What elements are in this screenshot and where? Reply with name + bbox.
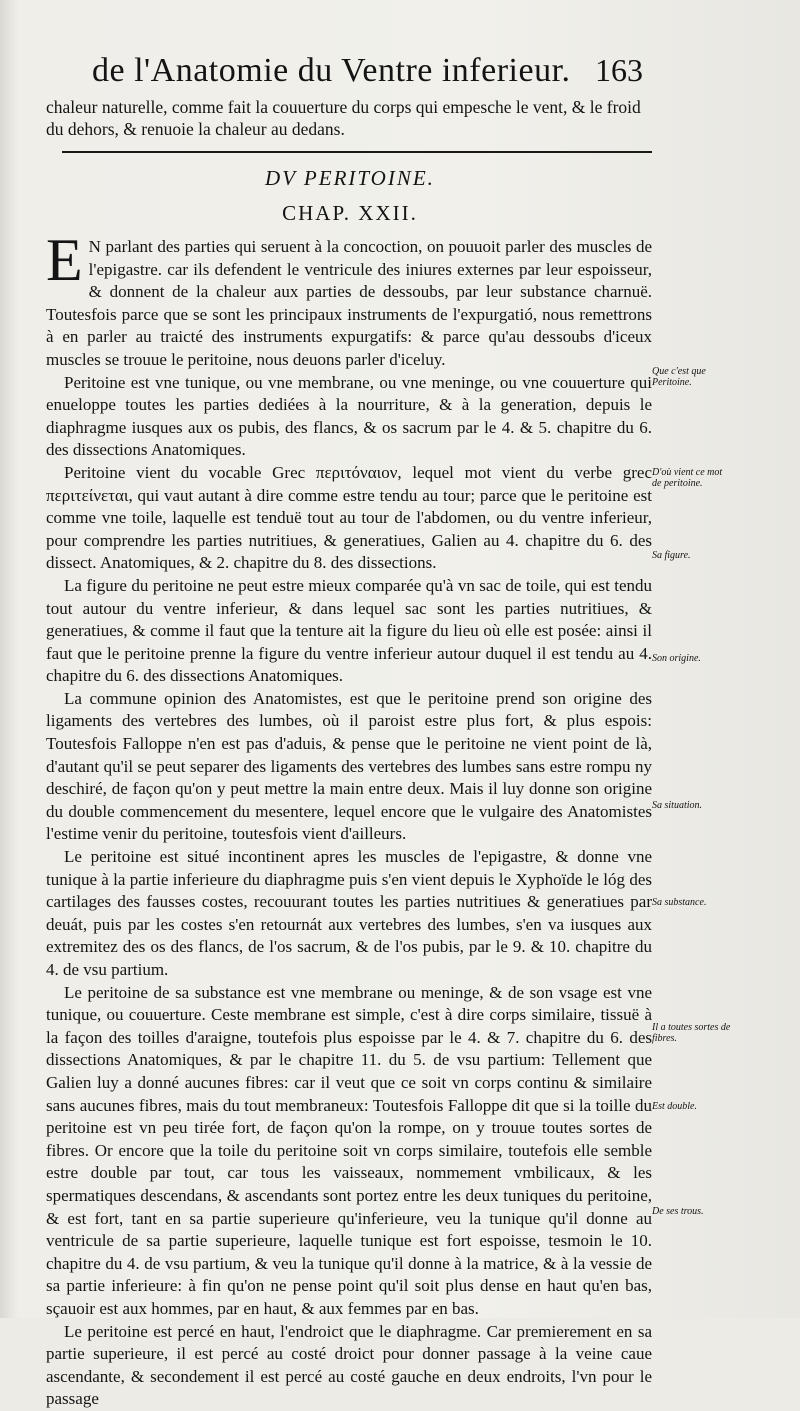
section-divider: [62, 151, 652, 153]
paragraph: Le peritoine est percé en haut, l'endroict que le diaphragme. Car premierement en sa partie superieure, il est percé au costé droict pour donner passage à la veine caue ascendante, & secondement il est percé au costé gauche en deux endroits, l'vn pour le passage: [46, 1321, 652, 1409]
paragraph: [46, 227, 652, 372]
margin-note: Que c'est que Peritoine.: [652, 366, 706, 388]
margin-note: Sa substance.: [652, 897, 707, 908]
paragraph-text: N parlant des parties qui seruent à la concoction, on pouuoit parler des muscles de l'epigastre. car ils defendent le ventricule des iniures externes par leur espoisseur, & donnent de la chaleur aux parties de dessoubs, par leur substance charnuë. Toutesfois parce que se sont les principaux instruments de l'expurgatió, nous remettrons à en parler au traicté des instruments expurgatifs: & parce qu'au dessoubs d'iceux muscles se trouue le peritoine, nous deuons parler d'iceluy.: [46, 237, 652, 369]
margin-note: Sa situation.: [652, 800, 703, 811]
drop-cap: E: [46, 227, 83, 293]
paragraph: La commune opinion des Anatomistes, est que le peritoine prend son origine des ligaments des vertebres des lumbes, où il paroist estre plus fort, & plus espois: Toutesfois Falloppe n'en est pas d'aduis, & pense que le peritoine ne vient point de là, d'autant qu'il se peut separer des ligaments des vertebres des lumbes sans estre rompu ny deschiré, de façon qu'on y peut mettre la main entre deux. Mais il luy donne son origine du double commencement du mesentere, lequel encore que le vulgaire des Anatomistes l'estime venir du peritoine, toutesfois vient d'ailleurs.: [46, 688, 652, 844]
chapter-title: CHAP. XXII.: [282, 201, 418, 225]
margin-note: D'où vient ce mot de peritoine.: [652, 467, 723, 489]
continued-text: chaleur naturelle, comme fait la couuerture du corps qui empesche le vent, & le froid du dehors, & renuoie la chaleur au dedans.: [46, 97, 641, 139]
paragraph: Peritoine vient du vocable Grec περιτόναιον, lequel mot vient du verbe grec περιτείνεται, qui vaut autant à dire comme estre tendu au tour; parce que le peritoine est comme vne toile, laquelle est tenduë tout au tour de l'abdomen, ou du ventre inferieur, pour comprendre les parties nutritiues, & generatiues, Galien au 4. chapitre du 6. des dissect. Anatomiques, & 2. chapitre du 8. des dissections.: [46, 462, 652, 573]
paragraph: Le peritoine de sa substance est vne membrane ou meninge, & de son vsage est vne tunique, ou couuerture. Ceste membrane est simple, c'est à dire corps similaire, tissuë à la façon des toilles d'araigne, toutefois plus espoisse par le 4. & 7. chapitre du 6. des dissections Anatomiques, & par le chapitre 11. du 5. de vsu partium: Tellement que Galien luy a donné aucunes fibres: car il veut que ce soit vn corps continu & similaire sans aucunes fibres, mais du tout membraneux: Toutesfois Falloppe dit que si la toille du peritoine est vn peu tirée fort, de façon qu'on la rompe, on y trouue toutes sortes de fibres. Or encore que la toile du peritoine soit vn corps similaire, toutefois elle semble estre double par tout, car tous les vaisseaux, nommement vmbilicaux, & les spermatiques descendans, & ascendants sont portez entre les deux tuniques du peritoine, & est fort, tant en sa partie superieure qu'inferieure, veu la tunique qu'il donne au ventricule de sa partie superieure, laquelle tunique est fort espoisse, tesmoin le 10. chapitre du 4. de vsu partium, & veu la tunique qu'il donne à la matrice, & à la vessie de sa partie inferieure: à fin qu'on ne pense point qu'il soit plus dense en haut qu'en bas, sçauoir est aux hommes, par en haut, & aux femmes par en bas.: [46, 982, 652, 1318]
paragraph: La figure du peritoine ne peut estre mieux comparée qu'à vn sac de toile, qui est tendu tout autour du ventre inferieur, & dans lequel sac sont les parties nutritiues, & generatiues, & comme il faut que la tenture ait la figure du lieu où elle est posée: ainsi il faut que le peritoine prenne la figure du ventre inferieur autour duquel il est tendu au 4. chapitre du 6. des dissections Anatomiques.: [46, 575, 652, 686]
margin-note: Il a toutes sortes de fibres.: [652, 1022, 731, 1044]
page-number: 163: [595, 52, 643, 88]
body-text: [46, 227, 652, 1411]
margin-note: De ses trous.: [652, 1206, 704, 1217]
paragraph: Peritoine est vne tunique, ou vne membrane, ou vne meninge, ou vne couuerture qui enueloppe toutes les parties dediées à la nourriture, & à la generation, depuis le diaphragme iusques aux os pubis, des flancs, & os sacrum par le 4. & 5. chapitre du 6. des dissections Anatomiques.: [46, 372, 652, 460]
running-title: de l'Anatomie du Ventre inferieur.: [92, 52, 571, 89]
margin-note: Sa figure.: [652, 550, 691, 561]
margin-note: Son origine.: [652, 653, 701, 664]
paragraph: Le peritoine est situé incontinent apres les muscles de l'epigastre, & donne vne tunique à la partie inferieure du diaphragme puis s'en vient depuis le Xyphoïde le lóg des cartilages des fausses costes, recouurant toutes les parties nutritiues & generatiues par deuát, puis par les costes s'en retournát aux vertebres des lumbes, s'en va iusques aux extremitez des os des flancs, de l'os sacrum, & de l'os pubis, par le 9. & 10. chapitre du 4. de vsu partium.: [46, 847, 652, 979]
margin-note: Est double.: [652, 1101, 697, 1112]
section-title: DV PERITOINE.: [265, 166, 435, 190]
